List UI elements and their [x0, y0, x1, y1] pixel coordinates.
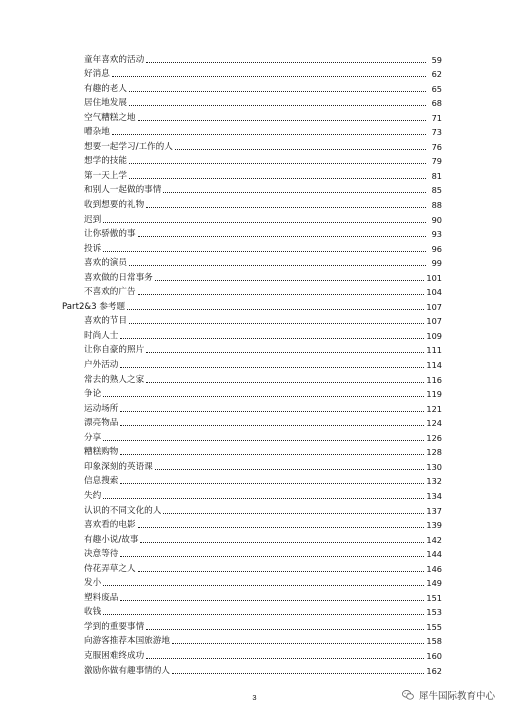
toc-entry-title: 克服困难终成功 — [84, 650, 145, 661]
toc-entry[interactable] — [62, 414, 442, 429]
toc-entry-page: 114 — [426, 360, 442, 371]
toc-entry[interactable] — [62, 632, 442, 647]
toc-entry-title: 向游客推荐本国旅游地 — [84, 636, 170, 647]
toc-entry-page: 101 — [426, 272, 442, 283]
toc-entry-title: 好消息 — [84, 69, 110, 80]
toc-leader-dots — [112, 133, 426, 135]
toc-entry-page: 128 — [426, 447, 442, 458]
toc-leader-dots — [120, 599, 424, 601]
toc-leader-dots — [103, 250, 426, 252]
toc-entry-title: 漂亮物品 — [84, 418, 119, 429]
toc-leader-dots — [120, 453, 424, 455]
toc-leader-dots — [120, 482, 424, 484]
toc-entry-page: 139 — [426, 520, 442, 531]
toc-leader-dots — [155, 468, 425, 470]
toc-entry-title: 迟到 — [84, 214, 102, 225]
toc-entry-title: 认识的不同文化的人 — [84, 505, 162, 516]
toc-entry-title: 喜欢做的日常事务 — [84, 272, 153, 283]
toc-entry-page: 79 — [431, 156, 442, 167]
toc-entry-page: 155 — [426, 621, 442, 632]
toc-entry-page: 144 — [426, 549, 442, 560]
toc-entry-page: 99 — [431, 258, 442, 269]
toc-leader-dots — [140, 541, 424, 543]
toc-entry[interactable] — [62, 123, 442, 138]
toc-entry[interactable] — [62, 516, 442, 531]
toc-entry[interactable] — [62, 501, 442, 516]
toc-entry-page: 153 — [426, 607, 442, 618]
toc-entry-title: 印象深刻的英语课 — [84, 461, 153, 472]
toc-leader-dots — [172, 672, 424, 674]
toc-entry-page: 151 — [426, 592, 442, 603]
toc-entry[interactable] — [62, 297, 442, 312]
toc-entry-page: 71 — [431, 112, 442, 123]
toc-leader-dots — [146, 657, 424, 659]
toc-entry-title: 有趣的老人 — [84, 83, 127, 94]
wechat-icon — [401, 688, 415, 702]
toc-leader-dots — [163, 191, 426, 193]
toc-entry[interactable] — [62, 617, 442, 632]
toc-entry-title: 想学的技能 — [84, 156, 127, 167]
toc-entry-title: 决意等待 — [84, 549, 119, 560]
toc-entry[interactable] — [62, 399, 442, 414]
toc-entry-title: 和别人一起做的事情 — [84, 185, 162, 196]
toc-entry-page: 107 — [426, 316, 442, 327]
toc-entry-title: 信息搜索 — [84, 476, 119, 487]
toc-leader-dots — [103, 497, 424, 499]
table-of-contents — [62, 50, 442, 676]
toc-entry[interactable] — [62, 428, 442, 443]
toc-entry-page: 142 — [426, 534, 442, 545]
toc-entry-title: 喜欢的演员 — [84, 258, 127, 269]
toc-leader-dots — [120, 410, 424, 412]
toc-leader-dots — [172, 642, 424, 644]
toc-leader-dots — [175, 148, 426, 150]
toc-entry[interactable] — [62, 326, 442, 341]
toc-leader-dots — [129, 90, 426, 92]
toc-entry-page: 137 — [426, 505, 442, 516]
toc-leader-dots — [103, 439, 424, 441]
toc-entry[interactable] — [62, 443, 442, 458]
toc-entry-title: 收钱 — [84, 607, 102, 618]
toc-entry-title: 时尚人士 — [84, 330, 119, 341]
toc-entry-page: 134 — [426, 490, 442, 501]
toc-entry-title: 糟糕购物 — [84, 447, 119, 458]
toc-entry-page: 124 — [426, 418, 442, 429]
toc-entry-page: 59 — [431, 54, 442, 65]
toc-entry-title: 童年喜欢的活动 — [84, 54, 145, 65]
toc-entry[interactable] — [62, 661, 442, 676]
toc-entry-page: 162 — [426, 665, 442, 676]
toc-entry-page: 146 — [426, 563, 442, 574]
toc-entry[interactable] — [62, 268, 442, 283]
toc-entry-page: 81 — [431, 170, 442, 181]
toc-entry[interactable] — [62, 79, 442, 94]
toc-entry[interactable] — [62, 254, 442, 269]
toc-entry-page: 85 — [431, 185, 442, 196]
toc-leader-dots — [127, 308, 424, 310]
toc-entry[interactable] — [62, 486, 442, 501]
toc-entry-title: 让你自豪的照片 — [84, 345, 145, 356]
toc-entry-title: 不喜欢的广告 — [84, 287, 136, 298]
toc-entry[interactable] — [62, 283, 442, 298]
toc-entry[interactable] — [62, 603, 442, 618]
toc-entry[interactable] — [62, 195, 442, 210]
toc-leader-dots — [129, 264, 426, 266]
page-number: 3 — [252, 693, 257, 702]
toc-entry-title: 想要一起学习/工作的人 — [84, 141, 173, 152]
watermark — [401, 688, 495, 702]
toc-leader-dots — [103, 221, 426, 223]
toc-leader-dots — [112, 75, 426, 77]
toc-leader-dots — [129, 322, 424, 324]
toc-leader-dots — [120, 366, 424, 368]
toc-entry[interactable] — [62, 152, 442, 167]
toc-entry-title: 让你骄傲的事 — [84, 229, 136, 240]
toc-entry-title: 学到的重要事情 — [84, 621, 145, 632]
toc-entry[interactable] — [62, 181, 442, 196]
toc-entry[interactable] — [62, 588, 442, 603]
toc-entry[interactable] — [62, 94, 442, 109]
toc-leader-dots — [146, 61, 426, 63]
toc-entry[interactable] — [62, 312, 442, 327]
toc-entry-title: Part2&3 参考题 — [62, 301, 126, 312]
toc-entry-title: 居住地发展 — [84, 98, 127, 109]
toc-entry-title: 发小 — [84, 578, 102, 589]
toc-entry-title: 塑料废品 — [84, 592, 119, 603]
toc-entry[interactable] — [62, 225, 442, 240]
toc-entry[interactable] — [62, 457, 442, 472]
toc-entry[interactable] — [62, 559, 442, 574]
toc-leader-dots — [120, 337, 424, 339]
toc-entry-title: 争论 — [84, 389, 102, 400]
toc-leader-dots — [138, 526, 425, 528]
toc-entry-page: 68 — [431, 98, 442, 109]
toc-entry-title: 空气糟糕之地 — [84, 112, 136, 123]
toc-entry-page: 107 — [426, 301, 442, 312]
toc-entry-page: 149 — [426, 578, 442, 589]
toc-entry-title: 投诉 — [84, 243, 102, 254]
toc-entry-page: 93 — [431, 229, 442, 240]
toc-entry-page: 160 — [426, 650, 442, 661]
toc-entry-page: 121 — [426, 403, 442, 414]
toc-leader-dots — [129, 162, 426, 164]
toc-entry[interactable] — [62, 65, 442, 80]
toc-entry[interactable] — [62, 385, 442, 400]
toc-entry-page: 132 — [426, 476, 442, 487]
toc-leader-dots — [155, 279, 425, 281]
toc-entry-page: 62 — [431, 69, 442, 80]
toc-entry-title: 激励你做有趣事情的人 — [84, 665, 170, 676]
toc-entry-title: 有趣小说/故事 — [84, 534, 139, 545]
toc-leader-dots — [103, 584, 424, 586]
toc-entry[interactable] — [62, 545, 442, 560]
toc-entry[interactable] — [62, 108, 442, 123]
toc-entry[interactable] — [62, 355, 442, 370]
toc-entry[interactable] — [62, 341, 442, 356]
toc-leader-dots — [163, 512, 424, 514]
toc-entry[interactable] — [62, 50, 442, 65]
toc-entry-title: 喜欢看的电影 — [84, 520, 136, 531]
toc-entry-title: 收到想要的礼物 — [84, 200, 145, 211]
toc-entry-page: 90 — [431, 214, 442, 225]
toc-entry-title: 运动场所 — [84, 403, 119, 414]
toc-leader-dots — [138, 235, 426, 237]
toc-entry[interactable] — [62, 137, 442, 152]
toc-entry-page: 73 — [431, 127, 442, 138]
toc-entry-page: 158 — [426, 636, 442, 647]
toc-entry-page: 111 — [426, 345, 442, 356]
toc-leader-dots — [146, 206, 426, 208]
toc-leader-dots — [146, 628, 424, 630]
toc-entry-page: 96 — [431, 243, 442, 254]
toc-entry-title: 常去的熟人之家 — [84, 374, 145, 385]
toc-leader-dots — [120, 424, 424, 426]
toc-entry[interactable] — [62, 574, 442, 589]
toc-entry-page: 109 — [426, 330, 442, 341]
toc-entry-page: 130 — [426, 461, 442, 472]
toc-entry[interactable] — [62, 472, 442, 487]
toc-entry[interactable] — [62, 370, 442, 385]
toc-entry-page: 116 — [426, 374, 442, 385]
toc-entry-page: 126 — [426, 432, 442, 443]
toc-entry[interactable] — [62, 646, 442, 661]
toc-entry-page: 88 — [431, 200, 442, 211]
toc-leader-dots — [129, 104, 426, 106]
toc-leader-dots — [129, 177, 426, 179]
toc-entry-title: 第一天上学 — [84, 170, 127, 181]
toc-entry-title: 侍花弄草之人 — [84, 563, 136, 574]
watermark-text: 犀牛国际教育中心 — [418, 691, 495, 702]
toc-entry-title: 失约 — [84, 490, 102, 501]
toc-entry-title: 嘈杂地 — [84, 127, 110, 138]
toc-entry-page: 65 — [431, 83, 442, 94]
toc-leader-dots — [138, 119, 426, 121]
toc-leader-dots — [120, 555, 424, 557]
toc-entry-page: 104 — [426, 287, 442, 298]
toc-entry-page: 76 — [431, 141, 442, 152]
toc-entry-title: 分享 — [84, 432, 102, 443]
toc-leader-dots — [146, 381, 424, 383]
toc-entry[interactable] — [62, 210, 442, 225]
toc-entry[interactable] — [62, 239, 442, 254]
toc-leader-dots — [103, 395, 424, 397]
toc-leader-dots — [103, 613, 424, 615]
toc-entry[interactable] — [62, 166, 442, 181]
toc-entry-page: 119 — [426, 389, 442, 400]
toc-leader-dots — [146, 351, 424, 353]
toc-entry[interactable] — [62, 530, 442, 545]
toc-entry-title: 户外活动 — [84, 360, 119, 371]
toc-leader-dots — [138, 293, 425, 295]
toc-entry-title: 喜欢的节目 — [84, 316, 127, 327]
toc-leader-dots — [138, 570, 425, 572]
